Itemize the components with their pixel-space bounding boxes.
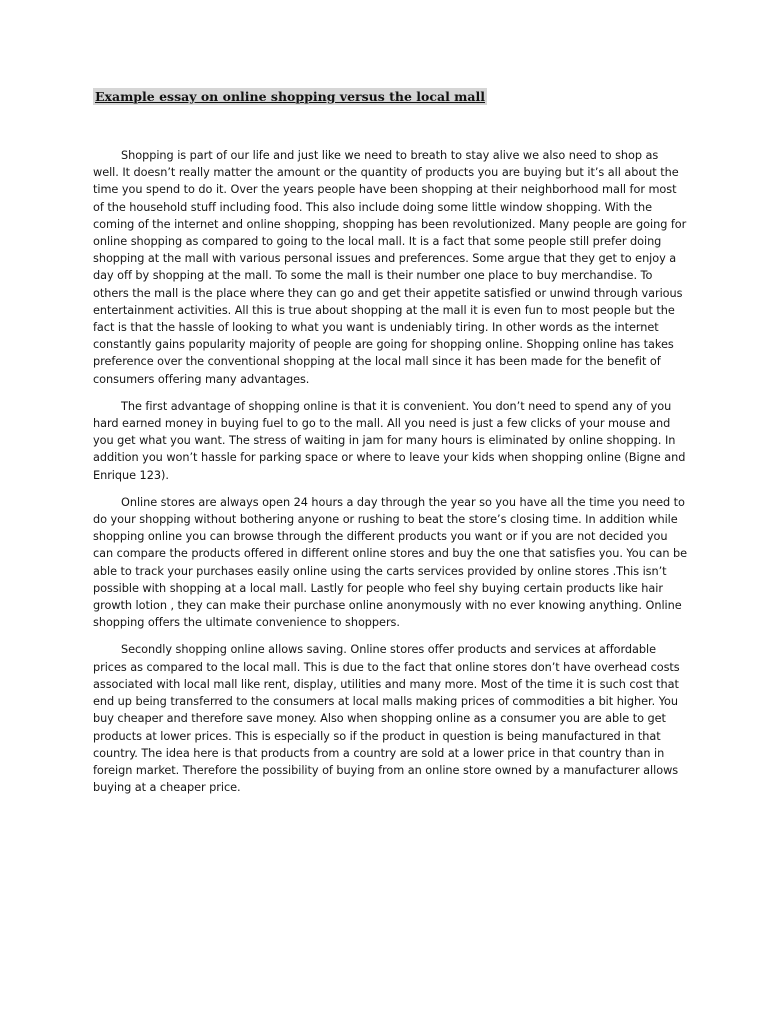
essay-title: Example essay on online shopping versus the local mall <box>95 89 486 104</box>
paragraph-saving: Secondly shopping online allows saving. Online stores offer products and services at affordable prices as compared to the local mall. This is due to the fact that online stores don’t have overhead costs associated with local mall like rent, display, utilities and many more. Most of the time it is such cost that end up being transferred to the consumers at local malls making prices of commodities a bit higher. You buy cheaper and therefore save money. Also when shopping online as a consumer you are able to get products at lower prices. This is especially so if the product in question is being manufactured in that country. The idea here is that products from a country are sold at a lower price in that country than in foreign market. Therefore the possibility of buying from an online store owned by a manufacturer allows buying at a cheaper price. <box>93 643 680 795</box>
paragraph-intro: Shopping is part of our life and just like we need to breath to stay alive we also need to shop as well. It doesn’t really matter the amount or the quantity of products you are buying but it’s all about the time you spend to do it. Over the years people have been shopping at their neighborhood mall for most of the household stuff including food. This also include doing some little window shopping. With the coming of the internet and online shopping, shopping has been revolutionized. Many people are going for online shopping as compared to going to the local mall. It is a fact that some people still prefer doing shopping at the mall with various personal issues and preferences. Some argue that they get to enjoy a day off by shopping at the mall. To some the mall is their number one place to buy merchandise. To others the mall is the place where they can go and get their appetite satisfied or unwind through various entertainment activities. All this is true about shopping at the mall it is even fun to most people but the fact is that the hassle of looking to what you want is undeniably tiring. In other words as the internet constantly gains popularity majority of people are going for shopping online. Shopping online has takes preference over the conventional shopping at the local mall since it has been made for the benefit of consumers offering many advantages. <box>93 149 687 386</box>
essay-body <box>93 147 687 806</box>
paragraph-online-stores-open: Online stores are always open 24 hours a day through the year so you have all the time you need to do your shopping without bothering anyone or rushing to beat the store’s closing time. In addition while shopping online you can browse through the different products you want or if you are not decided you can compare the products offered in different online stores and buy the one that satisfies you. You can be able to track your purchases easily online using the carts services provided by online stores .This isn’t possible with shopping at a local mall. Lastly for people who feel shy buying certain products like hair growth lotion , they can make their purchase online anonymously with no ever knowing anything. Online shopping offers the ultimate convenience to shoppers. <box>93 495 687 630</box>
paragraph-convenience: The first advantage of shopping online is that it is convenient. You don’t need to spend any of you hard earned money in buying fuel to go to the mall. All you need is just a few clicks of your mouse and you get what you want. The stress of waiting in jam for many hours is eliminated by online shopping. In addition you won’t hassle for parking space or where to leave your kids when shopping online (Bigne and Enrique 123). <box>93 399 686 482</box>
